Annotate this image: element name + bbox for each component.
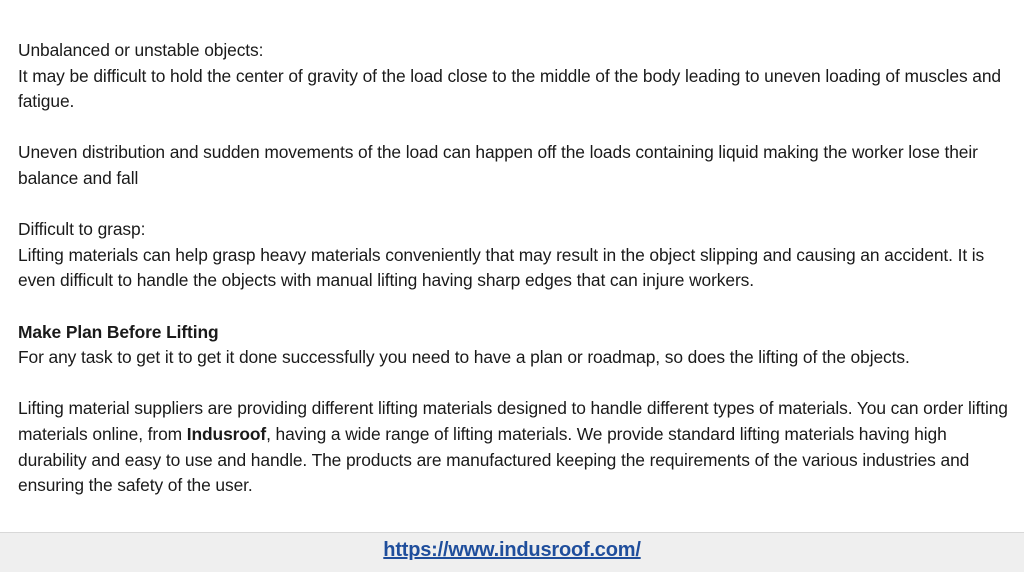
section-heading-make-plan: Make Plan Before Lifting (18, 321, 219, 342)
section-body-uneven: Uneven distribution and sudden movements of the load can happen off the loads containing liquid making the worker lose their balance and fall (18, 142, 978, 188)
paragraph-unbalanced-objects (18, 38, 1008, 115)
section-body-suppliers-start: Lifting material suppliers are providing different lifting materials designed to handle different types of materials. You can order lifting materials online, from (18, 398, 1008, 444)
paragraph-uneven-distribution (18, 140, 1008, 191)
document-body (18, 38, 1008, 499)
section-body-unbalanced: It may be difficult to hold the center of gravity of the load close to the middle of the body leading to uneven loading of muscles and fatigue. (18, 65, 1001, 112)
paragraph-difficult-to-grasp (18, 217, 1008, 294)
section-body-grasp: Lifting materials can help grasp heavy materials conveniently that may result in the object slipping and causing an accident. It is even difficult to handle the objects with manual lifting having sharp edges that can injure workers. (18, 244, 985, 291)
footer-bar (0, 532, 1024, 572)
section-body-suppliers-end: , having a wide range of lifting materials. We provide standard lifting materials having high durability and easy to use and handle. The products are manufactured keeping the requirements of the various industries and ensuring the safety of the user. (18, 423, 970, 496)
paragraph-suppliers (18, 396, 1008, 498)
paragraph-make-plan (18, 320, 1008, 371)
brand-name: Indusroof (186, 423, 267, 444)
section-heading-grasp: Difficult to grasp: (18, 219, 146, 240)
section-heading-unbalanced: Unbalanced or unstable objects: (18, 40, 264, 60)
section-body-make-plan: For any task to get it to get it done successfully you need to have a plan or roadmap, so does the lifting of the objects. (18, 347, 910, 368)
website-link[interactable]: https://www.indusroof.com/ (383, 539, 641, 561)
